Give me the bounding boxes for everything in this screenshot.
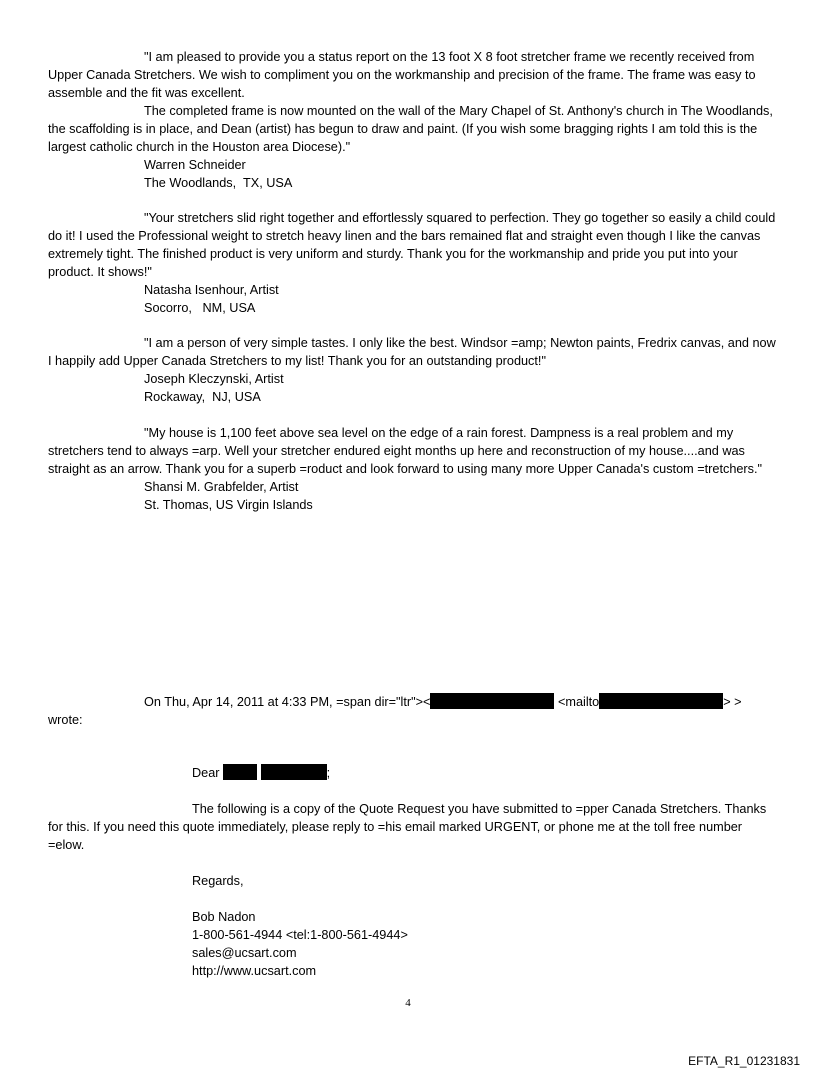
document-id: EFTA_R1_01231831 [688, 1054, 800, 1068]
testimonial-paragraph: The completed frame is now mounted on the wall of the Mary Chapel of St. Anthony's church in The Woodlands, the scaffolding is in place, and Dean (artist) has begun to draw and paint. (If you wish some bragging rights I am told this is the largest catholic church in the Houston area Diocese)." [48, 104, 773, 154]
testimonial-paragraph: "My house is 1,100 feet above sea level on the edge of a rain forest. Dampness is a real problem and my stretchers tend to always =arp. Well your stretcher endured eight months up here and reconstruction of my house....and was straight as an arrow. Thank you for a superb =roduct and look forward to using many more Upper Canada's custom =tretchers." [48, 426, 763, 476]
testimonial-location: Socorro, NM, USA [144, 301, 256, 315]
letter-body [48, 800, 768, 854]
letter-body-text: The following is a copy of the Quote Request you have submitted to =pper Canada Stretchers. Thanks for this. If you need this quote immediately, please reply to =his email marked URGENT, or phone me at the toll free number =elow. [48, 802, 767, 852]
signature-email: sales@ucsart.com [192, 946, 297, 960]
testimonial-author: Joseph Kleczynski, Artist [144, 372, 284, 386]
testimonial-location: The Woodlands, TX, USA [144, 176, 293, 190]
letter-signature [48, 872, 768, 980]
signature-name: Bob Nadon [192, 910, 256, 924]
email-header-mailto: <mailto [557, 695, 600, 709]
greeting-end: ; [326, 766, 331, 780]
signature-phone: 1-800-561-4944 <tel:1-800-561-4944> [192, 928, 408, 942]
page-number: 4 [405, 997, 411, 1009]
testimonial-author: Warren Schneider [144, 158, 246, 172]
redacted-last-name [261, 764, 327, 780]
greeting-word: Dear [192, 766, 220, 780]
testimonial-1 [48, 48, 778, 192]
testimonial-2 [48, 209, 778, 317]
signature-website: http://www.ucsart.com [192, 964, 317, 978]
redacted-first-name [223, 764, 257, 780]
testimonial-paragraph: "I am pleased to provide you a status report on the 13 foot X 8 foot stretcher frame we recently received from Upper Canada Stretchers. We wish to compliment you on the workmanship and precision of the frame. The frame was easy to assemble and the fit was excellent. [48, 50, 756, 100]
testimonial-4 [48, 424, 778, 514]
testimonial-location: Rockaway, NJ, USA [144, 390, 261, 404]
testimonial-paragraph: "Your stretchers slid right together and effortlessly squared to perfection. They go together so easily a child could do it! I used the Professional weight to stretch heavy linen and the bars remained flat and straight even though I like the canvas extremely tight. The finished product is very uniform and sturdy. Thank you for the workmanship and pride you put into your product. It shows!" [48, 211, 776, 279]
email-header-close: > > [723, 695, 742, 709]
testimonial-location: St. Thomas, US Virgin Islands [144, 498, 313, 512]
redacted-email-block [599, 693, 723, 709]
closing-text: Regards, [192, 874, 244, 888]
testimonial-author: Natasha Isenhour, Artist [144, 283, 279, 297]
email-header-wrote: wrote: [48, 713, 83, 727]
email-header-prefix: On Thu, Apr 14, 2011 at 4:33 PM, =span dir="ltr">< [144, 695, 431, 709]
letter-greeting [48, 764, 768, 782]
spacer [48, 890, 768, 908]
testimonial-3 [48, 334, 778, 406]
redacted-name-block [430, 693, 554, 709]
testimonial-paragraph: "I am a person of very simple tastes. I only like the best. Windsor =amp; Newton paints, Fredrix canvas, and now I happily add Upper Canada Stretchers to my list! Thank you for an outstanding product!" [48, 336, 776, 368]
testimonial-author: Shansi M. Grabfelder, Artist [144, 480, 299, 494]
email-quote-header [48, 693, 778, 729]
